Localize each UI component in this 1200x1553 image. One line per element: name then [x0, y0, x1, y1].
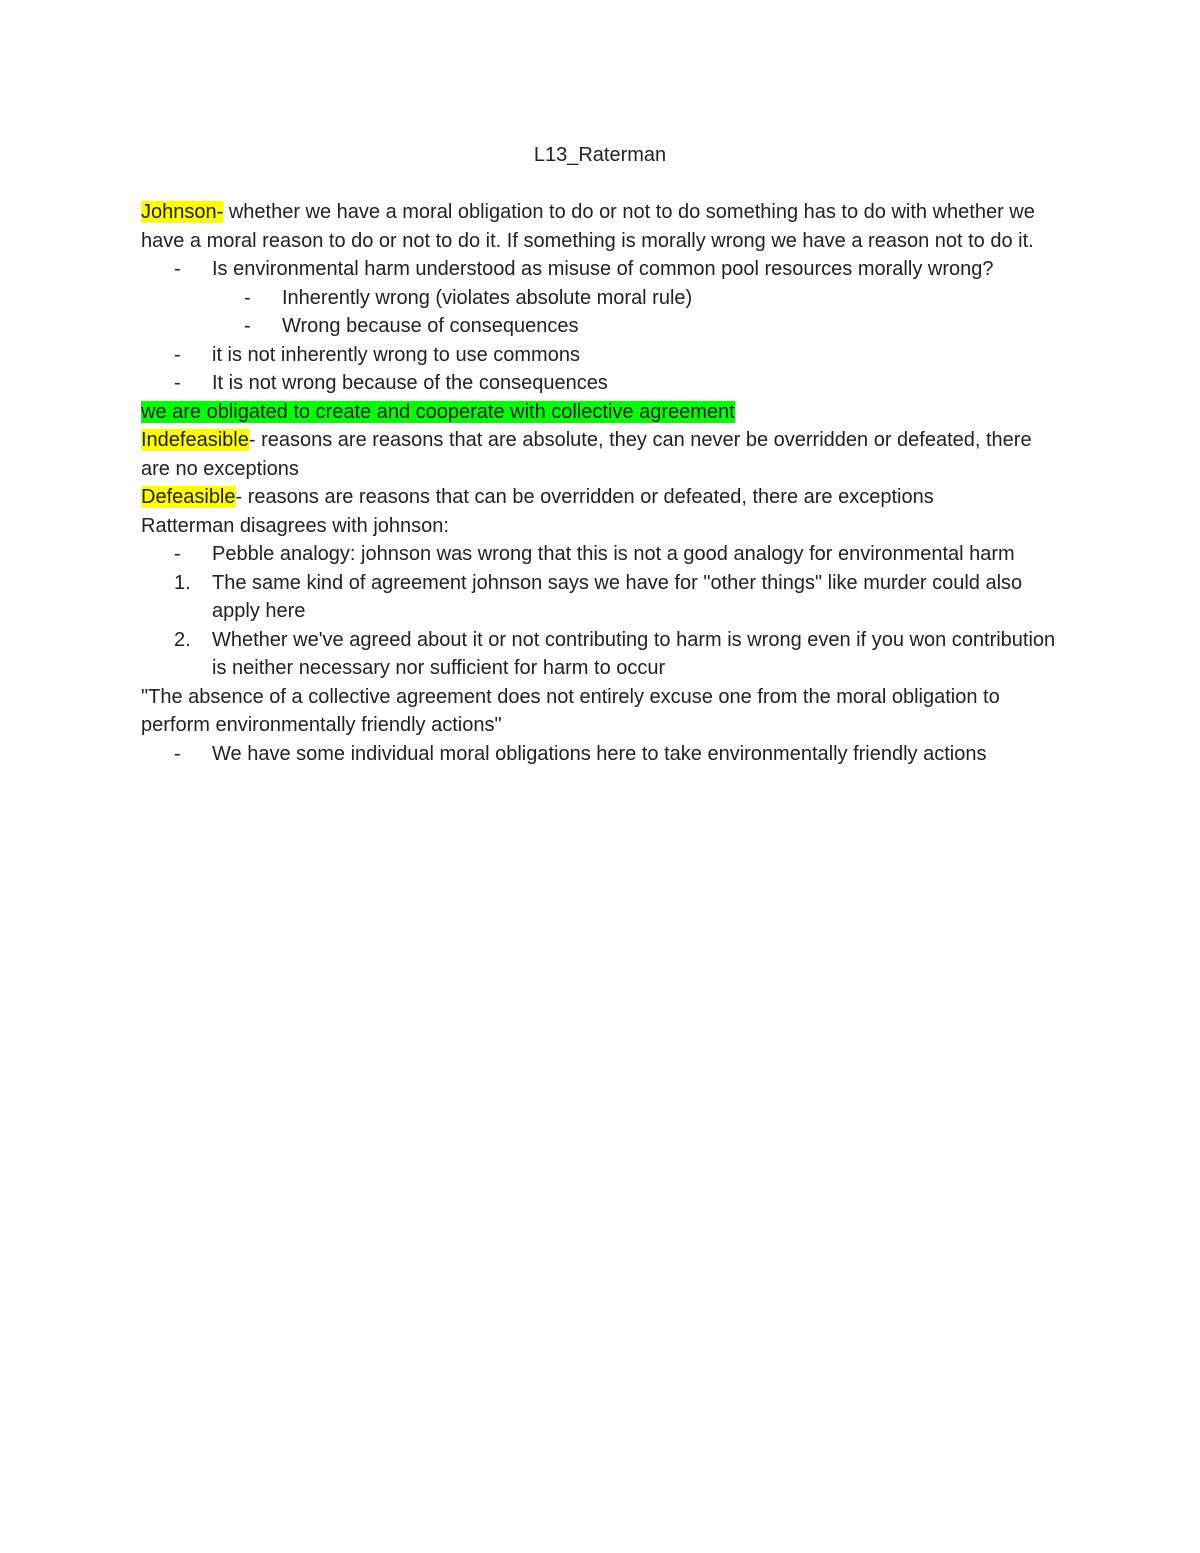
bullet-marker: -	[174, 372, 181, 394]
defeasible-paragraph	[141, 483, 1061, 512]
johnson-paragraph	[141, 198, 1061, 255]
bullet-marker: -	[174, 343, 181, 366]
document-title: L13_Raterman	[533, 144, 667, 166]
indefeasible-text: - reasons are reasons that are absolute, they can never be overridden or defeated, there are no exceptions	[141, 429, 1032, 480]
list-item	[141, 369, 1061, 398]
highlighted-term-defeasible: Defeasible	[141, 486, 236, 508]
bullet-marker: -	[244, 286, 251, 309]
bullet-marker: -	[174, 543, 181, 565]
list-item-text: it is not inherently wrong to use commons	[212, 343, 580, 366]
sub-list-item	[141, 312, 1061, 341]
list-item-text: Whether we've agreed about it or not contributing to harm is wrong even if you won contribution is neither necessary nor sufficient for harm to occur	[212, 628, 1056, 679]
green-highlight-paragraph	[141, 398, 1061, 427]
defeasible-text: - reasons are reasons that can be overridden or defeated, there are exceptions	[235, 486, 934, 508]
list-item	[141, 255, 1061, 284]
list-item	[141, 540, 1061, 569]
ratterman-paragraph: Ratterman disagrees with johnson:	[141, 514, 449, 537]
list-item-text: Wrong because of consequences	[282, 315, 579, 337]
list-item-text: It is not wrong because of the consequences	[212, 372, 608, 394]
numbered-list-item	[141, 626, 1061, 683]
highlighted-term-johnson: Johnson-	[141, 201, 224, 223]
bullet-marker: -	[174, 258, 181, 280]
highlighted-term-indefeasible: Indefeasible	[141, 429, 249, 451]
list-item	[141, 740, 1061, 769]
document-body	[141, 198, 1061, 768]
list-item-text: Is environmental harm understood as misuse of common pool resources morally wrong?	[212, 258, 994, 280]
list-item-text: The same kind of agreement johnson says we have for "other things" like murder could also apply here	[212, 571, 1023, 622]
indefeasible-paragraph	[141, 426, 1061, 483]
quote-paragraph: "The absence of a collective agreement does not entirely excuse one from the moral obligation to perform environmentally friendly actions"	[141, 685, 1000, 736]
green-highlighted-text: we are obligated to create and cooperate with collective agreement	[141, 400, 735, 423]
number-marker: 2.	[174, 628, 191, 651]
bullet-marker: -	[174, 742, 181, 765]
list-item	[141, 341, 1061, 370]
list-item-text: We have some individual moral obligations here to take environmentally friendly actions	[212, 742, 987, 765]
sub-list-item	[141, 284, 1061, 313]
bullet-marker: -	[244, 315, 251, 337]
list-item-text: Inherently wrong (violates absolute moral rule)	[282, 286, 693, 309]
johnson-text: whether we have a moral obligation to do or not to do something has to do with whether we have a moral reason to do or not to do it. If something is morally wrong we have a reason not to do it.	[141, 201, 1035, 252]
list-item-text: Pebble analogy: johnson was wrong that this is not a good analogy for environmental harm	[212, 543, 1015, 565]
number-marker: 1.	[174, 571, 191, 594]
numbered-list-item	[141, 569, 1061, 626]
